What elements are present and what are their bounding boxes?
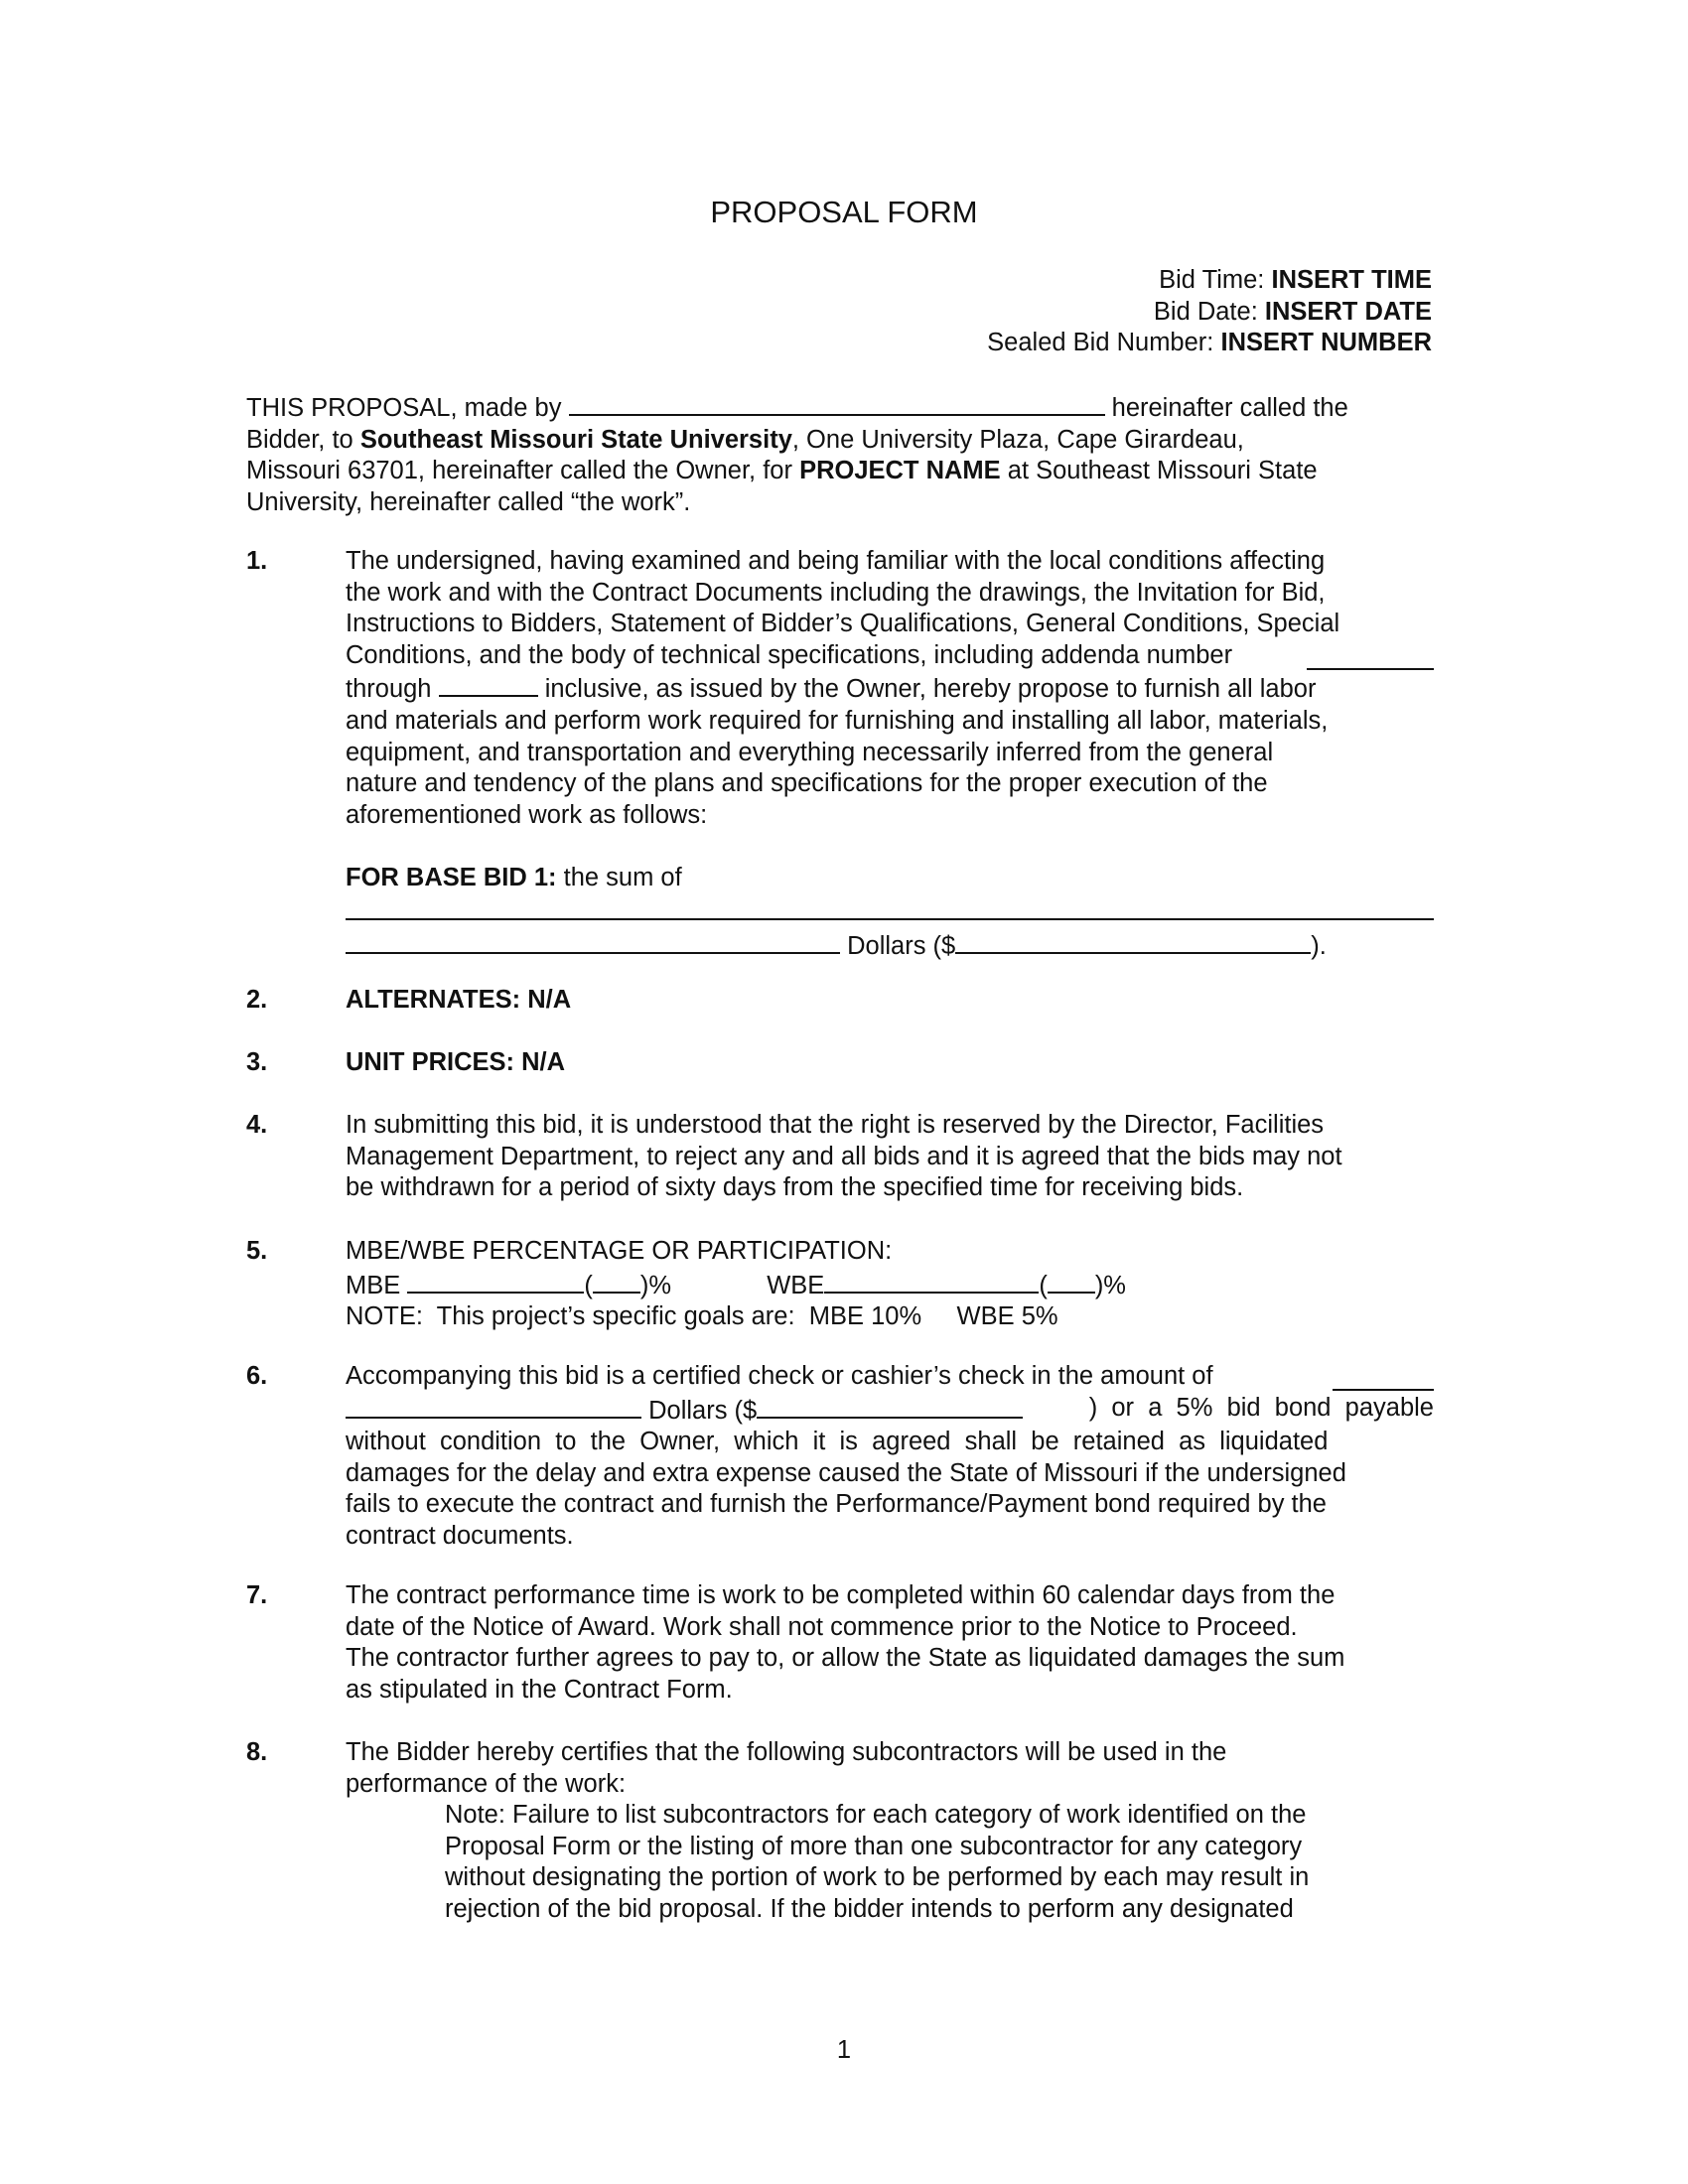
wbe-name-blank[interactable] <box>824 1268 1039 1294</box>
text-line: equipment, and transportation and everything necessarily inferred from the general <box>346 738 1274 766</box>
intro-text: Missouri 63701, hereinafter called the Owner, for <box>246 457 792 485</box>
addenda-from-blank[interactable] <box>1307 644 1434 670</box>
sealed-bid-value: INSERT NUMBER <box>1220 329 1432 357</box>
text-line: Instructions to Bidders, Statement of Bidder’s Qualifications, General Conditions, Special <box>346 610 1340 638</box>
text-line: and materials and perform work required for furnishing and installing all labor, materials, <box>346 706 1329 735</box>
paren: ( <box>1039 1271 1048 1299</box>
text-line: In submitting this bid, it is understood that the right is reserved by the Director, Facilities <box>346 1111 1325 1139</box>
subcontractor-note <box>346 1800 1434 1925</box>
text-line: The contractor further agrees to pay to, or allow the State as liquidated damages the sum <box>346 1644 1345 1673</box>
paren: )% <box>1094 1271 1126 1299</box>
unit-prices-text: UNIT PRICES: N/A <box>346 1048 566 1076</box>
text-line: damages for the delay and extra expense caused the State of Missouri if the undersigned <box>346 1458 1346 1487</box>
text-line: Accompanying this bid is a certified check or cashier’s check in the amount of <box>346 1362 1213 1390</box>
text-line: the work and with the Contract Documents including the drawings, the Invitation for Bid, <box>346 578 1326 607</box>
dollars-label: Dollars ($ <box>648 1396 758 1425</box>
paren: )% <box>639 1271 672 1299</box>
text-line: date of the Notice of Award. Work shall not commence prior to the Notice to Proceed. <box>346 1612 1298 1641</box>
item-number: 7. <box>246 1581 268 1609</box>
sealed-bid-row <box>987 328 1432 359</box>
text-line: as stipulated in the Contract Form. <box>346 1675 733 1704</box>
page-title: PROPOSAL FORM <box>710 195 978 229</box>
mbe-name-blank[interactable] <box>407 1268 584 1294</box>
intro-text: THIS PROPOSAL, made by <box>246 394 562 422</box>
text-line: The contract performance time is work to be completed within 60 calendar days from the <box>346 1581 1336 1609</box>
mbe-wbe-note: NOTE: This project’s specific goals are: MBE 10% WBE 5% <box>346 1302 1058 1331</box>
base-bid-label: FOR BASE BID 1: <box>346 863 557 891</box>
text-line: inclusive, as issued by the Owner, hereby propose to furnish all labor <box>544 675 1317 704</box>
text-line: Proposal Form or the listing of more than one subcontractor for any category <box>445 1832 1303 1860</box>
bidder-name-blank[interactable] <box>569 390 1105 416</box>
text-line: fails to execute the contract and furnish the Performance/Payment bond required by the <box>346 1490 1327 1519</box>
item-number: 8. <box>246 1738 268 1766</box>
wbe-percent-blank[interactable] <box>1048 1268 1095 1294</box>
addenda-to-blank[interactable] <box>439 671 538 697</box>
item-1-body <box>346 546 1434 963</box>
check-words-blank[interactable] <box>346 1393 641 1419</box>
alternates-text: ALTERNATES: N/A <box>346 986 572 1014</box>
base-bid-amount-blank[interactable] <box>955 928 1311 954</box>
base-bid-text: the sum of <box>563 863 682 891</box>
base-bid-words-blank-2[interactable] <box>346 928 840 954</box>
text-line: performance of the work: <box>346 1769 627 1798</box>
text-line: nature and tendency of the plans and specifications for the proper execution of the <box>346 769 1268 798</box>
intro-text: Bidder, to <box>246 425 353 454</box>
text-line: Note: Failure to list subcontractors for each category of work identified on the <box>445 1801 1307 1830</box>
item-number: 3. <box>246 1048 268 1076</box>
sealed-bid-label: Sealed Bid Number: <box>987 329 1214 357</box>
text-line: contract documents. <box>346 1521 574 1550</box>
base-bid-words-blank[interactable] <box>346 894 1434 920</box>
item-number: 1. <box>246 547 268 575</box>
intro-text: , One University Plaza, Cape Girardeau, <box>791 425 1244 454</box>
text-line: without condition to the Owner, which it is agreed shall be retained as liquidated <box>346 1428 1329 1456</box>
item-number: 5. <box>246 1237 268 1265</box>
project-name: PROJECT NAME <box>799 457 1001 485</box>
bid-date-value: INSERT DATE <box>1264 297 1432 326</box>
item-number: 6. <box>246 1362 268 1390</box>
dollars-close: ). <box>1311 932 1327 961</box>
text-line: The undersigned, having examined and being familiar with the local conditions affecting <box>346 547 1326 575</box>
text-line: Management Department, to reject any and all bids and it is agreed that the bids may not <box>346 1142 1342 1170</box>
bid-time-label: Bid Time: <box>1159 266 1265 294</box>
intro-text: at Southeast Missouri State <box>1007 457 1318 485</box>
intro-text: University, hereinafter called “the work”. <box>246 487 691 516</box>
item-number: 2. <box>246 986 268 1014</box>
check-dollars-blank[interactable] <box>757 1393 1023 1419</box>
check-amount-blank[interactable] <box>1333 1365 1434 1391</box>
mbe-wbe-heading: MBE/WBE PERCENTAGE OR PARTICIPATION: <box>346 1237 893 1265</box>
mbe-percent-blank[interactable] <box>593 1268 640 1294</box>
bid-info-block <box>987 265 1432 359</box>
item-number: 4. <box>246 1111 268 1139</box>
owner-name: Southeast Missouri State University <box>359 425 792 454</box>
wbe-label: WBE <box>767 1271 825 1299</box>
bid-date-label: Bid Date: <box>1153 297 1258 326</box>
text-line: The Bidder hereby certifies that the following subcontractors will be used in the <box>346 1738 1227 1766</box>
bid-date-row <box>987 297 1432 329</box>
text-line: without designating the portion of work to be performed by each may result in <box>445 1863 1310 1892</box>
text-line: rejection of the bid proposal. If the bidder intends to perform any designated <box>445 1894 1294 1923</box>
dollars-label: Dollars ($ <box>847 932 956 961</box>
page-number: 1 <box>836 2036 852 2064</box>
text-line: Conditions, and the body of technical specifications, including addenda number <box>346 640 1233 669</box>
text-line: ) or a 5% bid bond payable <box>1088 1393 1434 1422</box>
bid-time-value: INSERT TIME <box>1271 266 1432 294</box>
paren: ( <box>584 1271 593 1299</box>
intro-paragraph <box>246 390 1434 518</box>
bid-time-row <box>987 265 1432 297</box>
mbe-label: MBE <box>346 1271 401 1299</box>
text-line: be withdrawn for a period of sixty days from the specified time for receiving bids. <box>346 1173 1244 1202</box>
text-line: aforementioned work as follows: <box>346 800 708 829</box>
text-through: through <box>346 675 432 704</box>
intro-text: hereinafter called the <box>1111 394 1348 422</box>
